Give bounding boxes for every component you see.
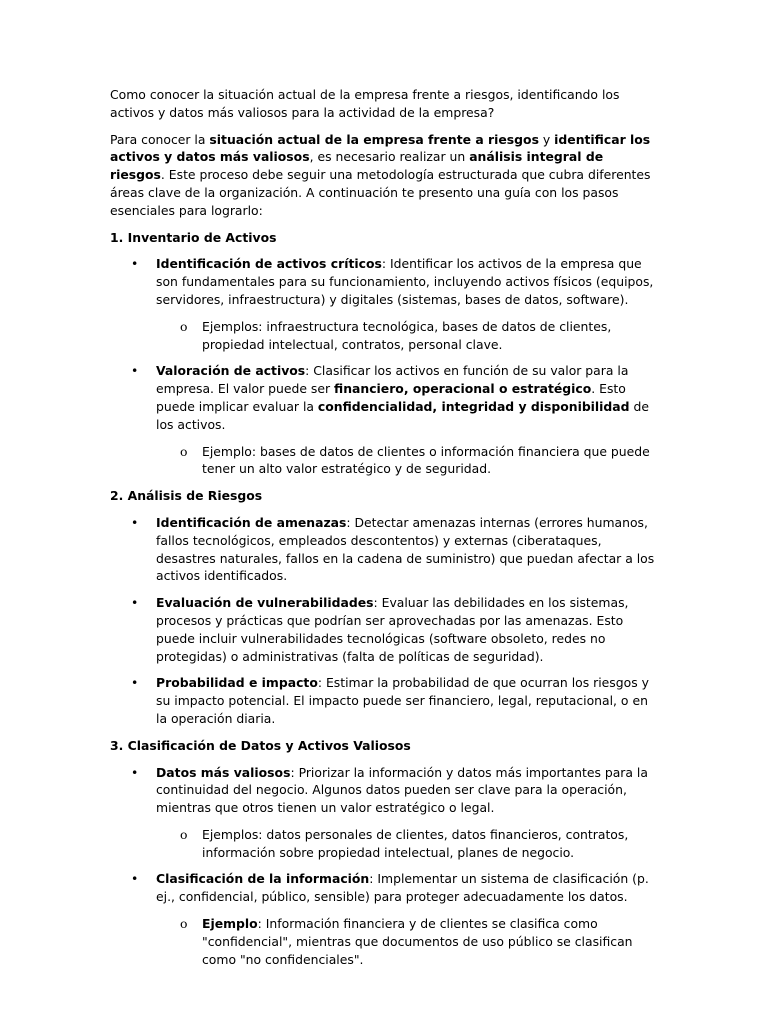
item-description: : Detectar amenazas internas (errores humanos, fallos tecnológicos, empleados descontentos) y externas (ciberataques, desastres naturales, fallos en la cadena de suministro) que puedan afectar a los activos identificados. xyxy=(156,514,655,584)
bullet-list xyxy=(110,514,662,728)
bullet-list xyxy=(110,764,662,969)
item-bold: confidencialidad, integridad y disponibilidad xyxy=(317,398,630,414)
sub-list-item xyxy=(156,318,662,354)
item-term: Evaluación de vulnerabilidades xyxy=(156,595,374,611)
sub-list xyxy=(156,915,662,968)
bullet-icon: • xyxy=(131,764,139,780)
list-item xyxy=(110,870,662,968)
sub-item-text: Ejemplo: bases de datos de clientes o información financiera que puede tener un alto valor estratégico y de seguridad. xyxy=(202,443,650,477)
bullet-icon: • xyxy=(131,595,139,611)
item-description: : Identificar los activos de la empresa que son fundamentales para su funcionamiento, incluyendo activos físicos (equipos, servidores, infraestructura) y digitales (sistemas, bases de datos, software). xyxy=(156,256,654,307)
list-item xyxy=(110,674,662,727)
list-item-text xyxy=(156,362,662,433)
item-term: Datos más valiosos xyxy=(156,764,291,780)
sub-list xyxy=(156,318,662,354)
intro-text: , es necesario realizar un xyxy=(309,149,470,165)
sub-list-item xyxy=(156,443,662,479)
item-term: Valoración de activos xyxy=(156,363,306,379)
list-item-text xyxy=(156,870,662,906)
list-item-text xyxy=(156,255,662,308)
intro-question: Como conocer la situación actual de la empresa frente a riesgos, identificando los activos y datos más valiosos para la actividad de la empresa? xyxy=(110,87,620,120)
intro-bold: identificar los activos y datos más valiosos xyxy=(110,131,651,165)
intro-text: y xyxy=(538,131,555,147)
item-description: de los activos. xyxy=(156,398,649,432)
sub-bullet-icon: o xyxy=(180,443,188,459)
item-term: Identificación de activos críticos xyxy=(156,256,382,272)
item-description: : Priorizar la información y datos más importantes para la continuidad del negocio. Algunos datos pueden ser clave para la operación, mientras que otros tienen un valor estratégico o legal. xyxy=(156,764,648,816)
list-item-text xyxy=(156,594,662,665)
sub-item-term: Ejemplo xyxy=(202,916,258,932)
section-heading: 3. Clasificación de Datos y Activos Valiosos xyxy=(110,737,411,753)
list-item xyxy=(110,255,662,353)
sub-list-item xyxy=(156,826,662,862)
intro-bold: situación actual de la empresa frente a riesgos xyxy=(209,131,539,147)
sub-list xyxy=(156,443,662,479)
item-term: Identificación de amenazas xyxy=(156,514,347,530)
list-item xyxy=(110,362,662,478)
item-term: Probabilidad e impacto xyxy=(156,675,318,691)
intro-text: Para conocer la xyxy=(110,131,210,147)
list-item-text xyxy=(156,764,662,817)
bullet-list xyxy=(110,255,662,478)
list-item xyxy=(110,594,662,665)
sub-item-text: Ejemplos: datos personales de clientes, datos financieros, contratos, información sobre propiedad intelectual, planes de negocio. xyxy=(202,826,629,860)
list-item xyxy=(110,514,662,585)
sub-item-description: : Información financiera y de clientes se clasifica como "confidencial", mientras que documentos de uso público se clasifican como "no confidenciales". xyxy=(202,916,633,967)
sub-bullet-icon: o xyxy=(180,916,188,932)
item-description: : Evaluar las debilidades en los sistemas, procesos y prácticas que podrían ser aprovechadas por las amenazas. Esto puede incluir vulnerabilidades tecnológicas (software obsoleto, redes no protegidas) o administrativas (falta de políticas de seguridad). xyxy=(156,595,629,664)
bullet-icon: • xyxy=(131,675,139,691)
intro-text: . Este proceso debe seguir una metodología estructurada que cubra diferentes áreas clave de la organización. A continuación te presento una guía con los pasos esenciales para lograrlo: xyxy=(110,167,651,218)
sub-bullet-icon: o xyxy=(180,318,188,334)
sub-list xyxy=(156,826,662,862)
sub-item-text xyxy=(202,916,633,967)
bullet-icon: • xyxy=(131,514,139,530)
list-item-text xyxy=(156,674,662,727)
item-description: . Esto puede implicar evaluar la xyxy=(156,381,626,414)
intro-paragraph xyxy=(110,131,662,220)
list-item-text xyxy=(156,514,662,585)
item-bold: financiero, operacional o estratégico xyxy=(334,381,592,397)
document-body xyxy=(110,86,662,977)
item-description: : Clasificar los activos en función de su valor para la empresa. El valor puede ser xyxy=(156,363,629,397)
item-description: : Implementar un sistema de clasificación (p. ej., confidencial, público, sensible) para proteger adecuadamente los datos. xyxy=(156,871,649,905)
sub-item-text: Ejemplos: infraestructura tecnológica, bases de datos de clientes, propiedad intelectual, contratos, personal clave. xyxy=(202,318,612,352)
sub-bullet-icon: o xyxy=(180,826,188,842)
bullet-icon: • xyxy=(131,256,139,272)
sub-list-item xyxy=(156,915,662,968)
section-heading: 1. Inventario de Activos xyxy=(110,229,277,245)
section-heading: 2. Análisis de Riesgos xyxy=(110,488,263,504)
bullet-icon: • xyxy=(131,363,139,379)
item-description: : Estimar la probabilidad de que ocurran los riesgos y su impacto potencial. El impacto puede ser financiero, legal, reputacional, o en la operación diaria. xyxy=(156,675,649,726)
intro-bold: análisis integral de riesgos xyxy=(110,149,604,183)
item-term: Clasificación de la información xyxy=(156,871,370,887)
bullet-icon: • xyxy=(131,871,139,887)
list-item xyxy=(110,764,662,862)
